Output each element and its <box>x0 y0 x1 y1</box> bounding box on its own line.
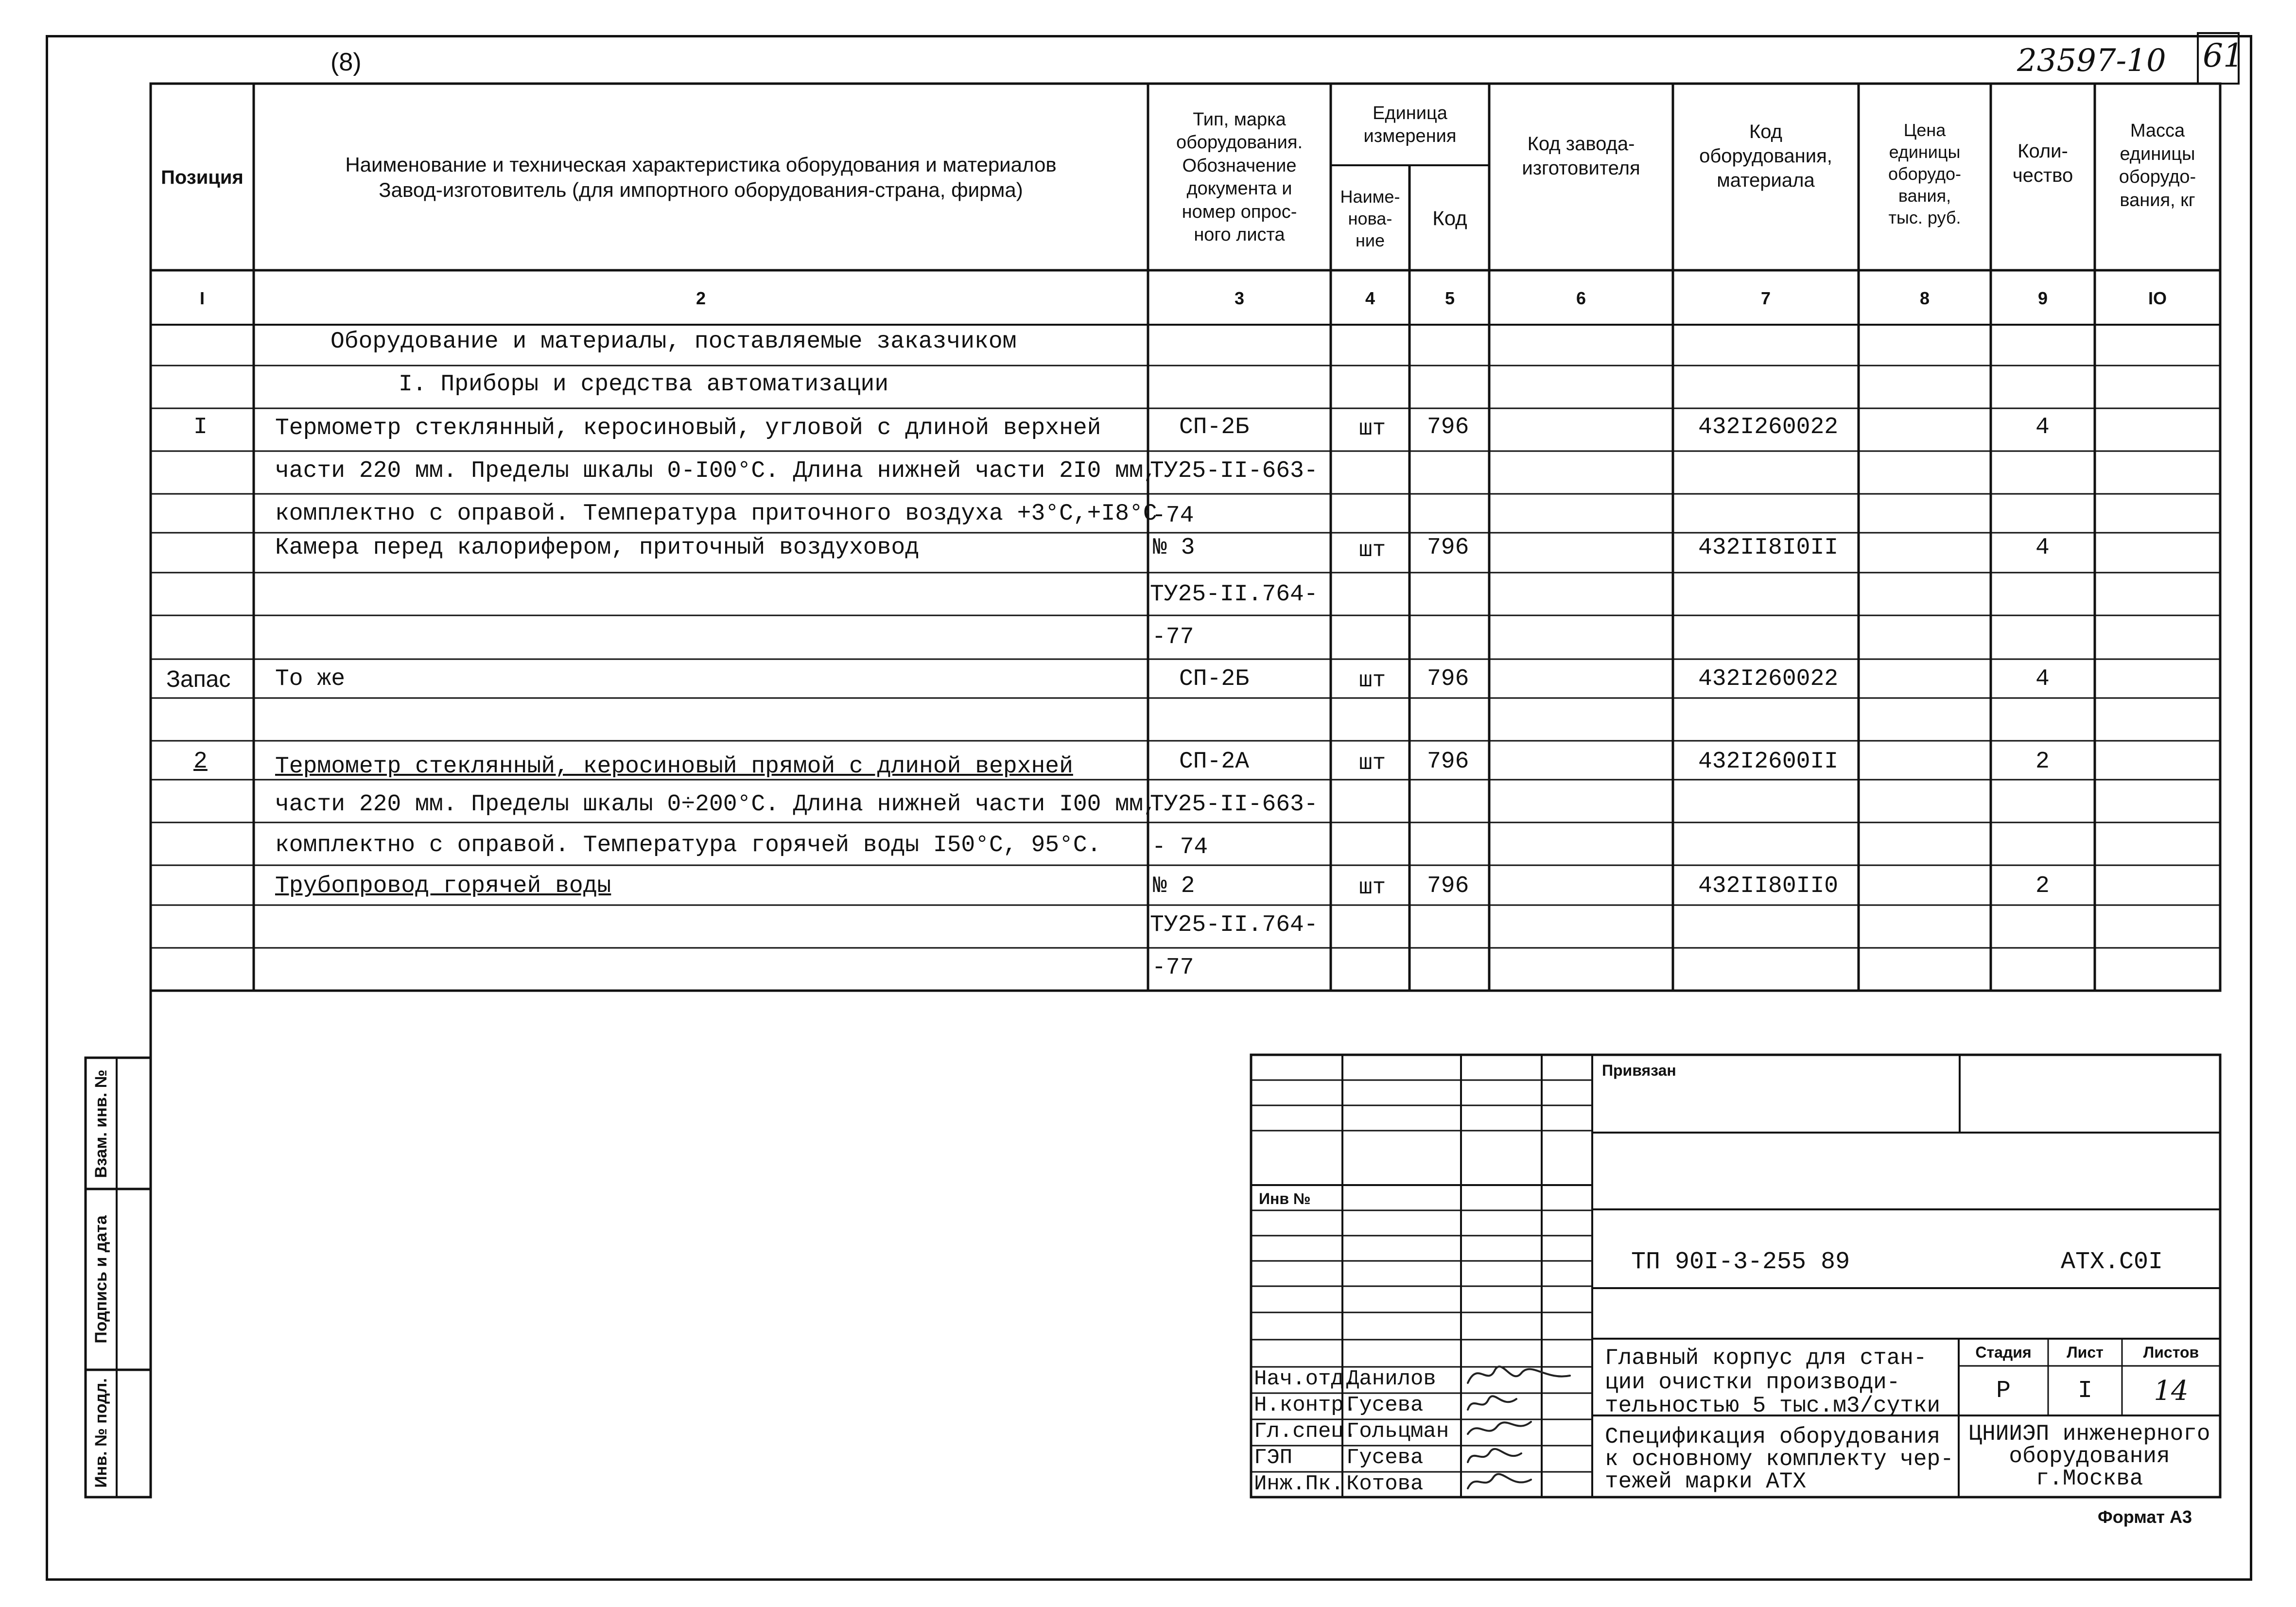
column-number: 9 <box>2037 288 2048 308</box>
signature-scribble <box>1468 1422 1531 1434</box>
header-name-line2: Завод-изготовитель (для импортного оборудования-страна, фирма) <box>379 178 1023 201</box>
signature-scribble <box>1468 1474 1531 1488</box>
header-type-line: документа и <box>1186 178 1292 199</box>
header-factory-code-line: изготовителя <box>1522 157 1640 179</box>
column-number: 4 <box>1365 288 1375 308</box>
row-text: комплектно с оправой. Температура приточного воздуха +3°С,+I8°С <box>275 501 1157 527</box>
column-number: 3 <box>1234 288 1245 308</box>
signature-scribble <box>1468 1396 1516 1410</box>
column-number: IO <box>2148 288 2167 308</box>
header-price-line: тыс. руб. <box>1888 207 1961 227</box>
row-qty: 4 <box>2035 535 2050 561</box>
header-unit-code: Код <box>1432 206 1467 229</box>
row-type: ТУ25-II.764- <box>1150 912 1318 938</box>
row-code: 796 <box>1427 535 1469 561</box>
header-type-line: Тип, марка <box>1193 109 1286 130</box>
signer-name: Гусева <box>1346 1393 1424 1417</box>
row-equip: 432II80II0 <box>1698 873 1839 899</box>
document-number: 23597-10 <box>2017 43 2166 79</box>
spec-line: тежей марки АТХ <box>1605 1469 1807 1494</box>
header-equip-code-line: Код <box>1749 121 1782 142</box>
signer-name: Котова <box>1346 1472 1424 1496</box>
row-type: - 74 <box>1152 834 1208 860</box>
row-unit: шт <box>1359 668 1386 693</box>
signer-role: Гл.спец. <box>1254 1419 1357 1444</box>
row-type: -77 <box>1152 955 1194 981</box>
row-type: СП-2А <box>1179 749 1250 775</box>
header-qty-line: чество <box>2012 165 2073 186</box>
row-qty: 4 <box>2035 414 2050 440</box>
row-text: Трубопровод горячей воды <box>275 873 611 899</box>
row-qty: 2 <box>2035 873 2050 899</box>
stamp-label-replaced-inv: Взам. инв. № <box>91 1069 110 1178</box>
header-qty-line: Коли- <box>2018 140 2068 162</box>
row-unit: шт <box>1359 875 1386 900</box>
row-qty: 2 <box>2035 749 2050 775</box>
row-unit: шт <box>1359 416 1386 441</box>
row-code: 796 <box>1427 749 1469 775</box>
row-type: СП-2Б <box>1179 414 1250 440</box>
header-equip-code-line: оборудования, <box>1699 145 1832 167</box>
header-unit-name-line: Наиме- <box>1340 186 1400 207</box>
header-mass-line: единицы <box>2120 143 2195 164</box>
row-code: 796 <box>1427 414 1469 440</box>
title-line: тельностью 5 тыс.м3/сутки <box>1605 1393 1941 1418</box>
org-line: ЦНИИЭП инженерного <box>1968 1421 2210 1447</box>
title-line: ции очистки производи- <box>1605 1370 1900 1395</box>
column-number: 6 <box>1576 288 1586 308</box>
sheet-label: Лист <box>2067 1344 2104 1361</box>
row-equip: 432I260022 <box>1698 414 1839 440</box>
row-text: части 220 мм. Пределы шкалы 0÷200°С. Длина нижней части I00 мм, <box>275 791 1157 818</box>
row-code: 796 <box>1427 666 1469 692</box>
header-type-line: номер опрос- <box>1182 201 1297 222</box>
signer-role: Н.контр. <box>1254 1393 1357 1417</box>
section-title: Оборудование и материалы, поставляемые заказчиком <box>330 329 1017 355</box>
row-type: -77 <box>1152 624 1194 650</box>
column-number: 8 <box>1919 288 1930 308</box>
row-position: 2 <box>193 749 208 775</box>
row-type: ТУ25-II.764- <box>1150 581 1318 608</box>
header-mass-line: оборудо- <box>2119 167 2196 187</box>
row-position: Запас <box>166 666 231 692</box>
header-unit-name-line: ние <box>1355 230 1385 250</box>
header-unit-group-line: измерения <box>1363 126 1457 146</box>
header-type-line: Обозначение <box>1182 155 1297 176</box>
header-equip-code-line: материала <box>1717 170 1815 191</box>
row-text: части 220 мм. Пределы шкалы 0-I00°С. Длина нижней части 2I0 мм, <box>275 458 1157 484</box>
signer-name: Данилов <box>1346 1367 1436 1391</box>
spec-line: к основному комплекту чер- <box>1605 1447 1954 1472</box>
row-position: I <box>193 414 208 440</box>
project-code: ТП 90I-3-255 89 <box>1631 1248 1850 1276</box>
stage-value: Р <box>1996 1377 2011 1405</box>
row-unit: шт <box>1359 751 1386 776</box>
org-line: оборудования <box>2009 1444 2170 1469</box>
bound-label: Привязан <box>1602 1062 1676 1079</box>
header-price-line: оборудо- <box>1888 163 1962 184</box>
row-text: То же <box>275 666 346 692</box>
header-type-line: оборудования. <box>1176 132 1303 153</box>
header-factory-code-line: Код завода- <box>1527 133 1635 155</box>
format-label: Формат А3 <box>2098 1507 2192 1527</box>
signature-scribble <box>1468 1366 1570 1383</box>
header-unit-group-line: Единица <box>1373 103 1447 123</box>
signature-scribble <box>1468 1449 1521 1462</box>
stamp-label-signature-date: Подпись и дата <box>91 1215 110 1344</box>
row-code: 796 <box>1427 873 1469 899</box>
row-text: Камера перед калорифером, приточный воздуховод <box>275 535 920 561</box>
org-line: г.Москва <box>2035 1466 2143 1491</box>
row-type: № 2 <box>1153 873 1195 899</box>
header-price-line: вания, <box>1898 185 1951 206</box>
row-text: Термометр стеклянный, керосиновый, угловой с длиной верхней <box>275 415 1101 441</box>
page-mark: 61 <box>2203 37 2244 74</box>
spec-line: Спецификация оборудования <box>1605 1424 1941 1450</box>
stamp-label-original-inv: Инв. № подл. <box>91 1378 110 1488</box>
sheets-label: Листов <box>2143 1344 2199 1361</box>
sheet-value: I <box>2077 1377 2092 1405</box>
row-text: комплектно с оправой. Температура горячей воды I50°С, 95°С. <box>275 832 1101 858</box>
row-equip: 432I260022 <box>1698 666 1839 692</box>
header-price-line: Цена <box>1903 120 1946 140</box>
row-type: СП-2Б <box>1179 666 1250 692</box>
row-type: ТУ25-II-663- <box>1150 791 1318 818</box>
column-number: 7 <box>1760 288 1771 308</box>
row-type: № 3 <box>1153 535 1195 561</box>
row-text: Термометр стеклянный, керосиновый прямой с длиной верхней <box>275 753 1073 780</box>
header-name-line1: Наименование и техническая характеристика оборудования и материалов <box>345 153 1057 176</box>
header-type-line: ного листа <box>1194 225 1285 245</box>
row-type: -74 <box>1152 503 1194 529</box>
row-type: ТУ25-II-663- <box>1150 458 1318 484</box>
column-number: 5 <box>1444 288 1455 308</box>
subsection-title: I. Приборы и средства автоматизации <box>399 371 889 398</box>
column-number: I <box>199 288 205 308</box>
signer-role: Инж.Пк. <box>1254 1472 1344 1496</box>
sheet-number-label: (8) <box>330 48 362 76</box>
header-mass-line: Масса <box>2130 121 2185 141</box>
doc-mark: АТХ.С0I <box>2061 1248 2163 1276</box>
column-number: 2 <box>696 288 706 308</box>
signer-role: Нач.отд. <box>1254 1367 1357 1391</box>
row-equip: 432I2600II <box>1698 749 1839 775</box>
header-mass-line: вания, кг <box>2120 190 2195 210</box>
stage-label: Стадия <box>1975 1344 2032 1361</box>
row-equip: 432II8I0II <box>1698 535 1839 561</box>
header-price-line: единицы <box>1889 141 1961 162</box>
signer-name: Гольцман <box>1346 1419 1449 1444</box>
header-unit-name-line: нова- <box>1348 208 1392 228</box>
signer-role: ГЭП <box>1254 1446 1293 1470</box>
inv-label: Инв № <box>1259 1190 1311 1207</box>
title-line: Главный корпус для стан- <box>1605 1345 1927 1371</box>
row-unit: шт <box>1359 538 1386 563</box>
row-qty: 4 <box>2035 666 2050 692</box>
signer-name: Гусева <box>1346 1446 1424 1470</box>
sheets-value: 14 <box>2154 1375 2189 1407</box>
header-position: Позиция <box>161 167 244 188</box>
